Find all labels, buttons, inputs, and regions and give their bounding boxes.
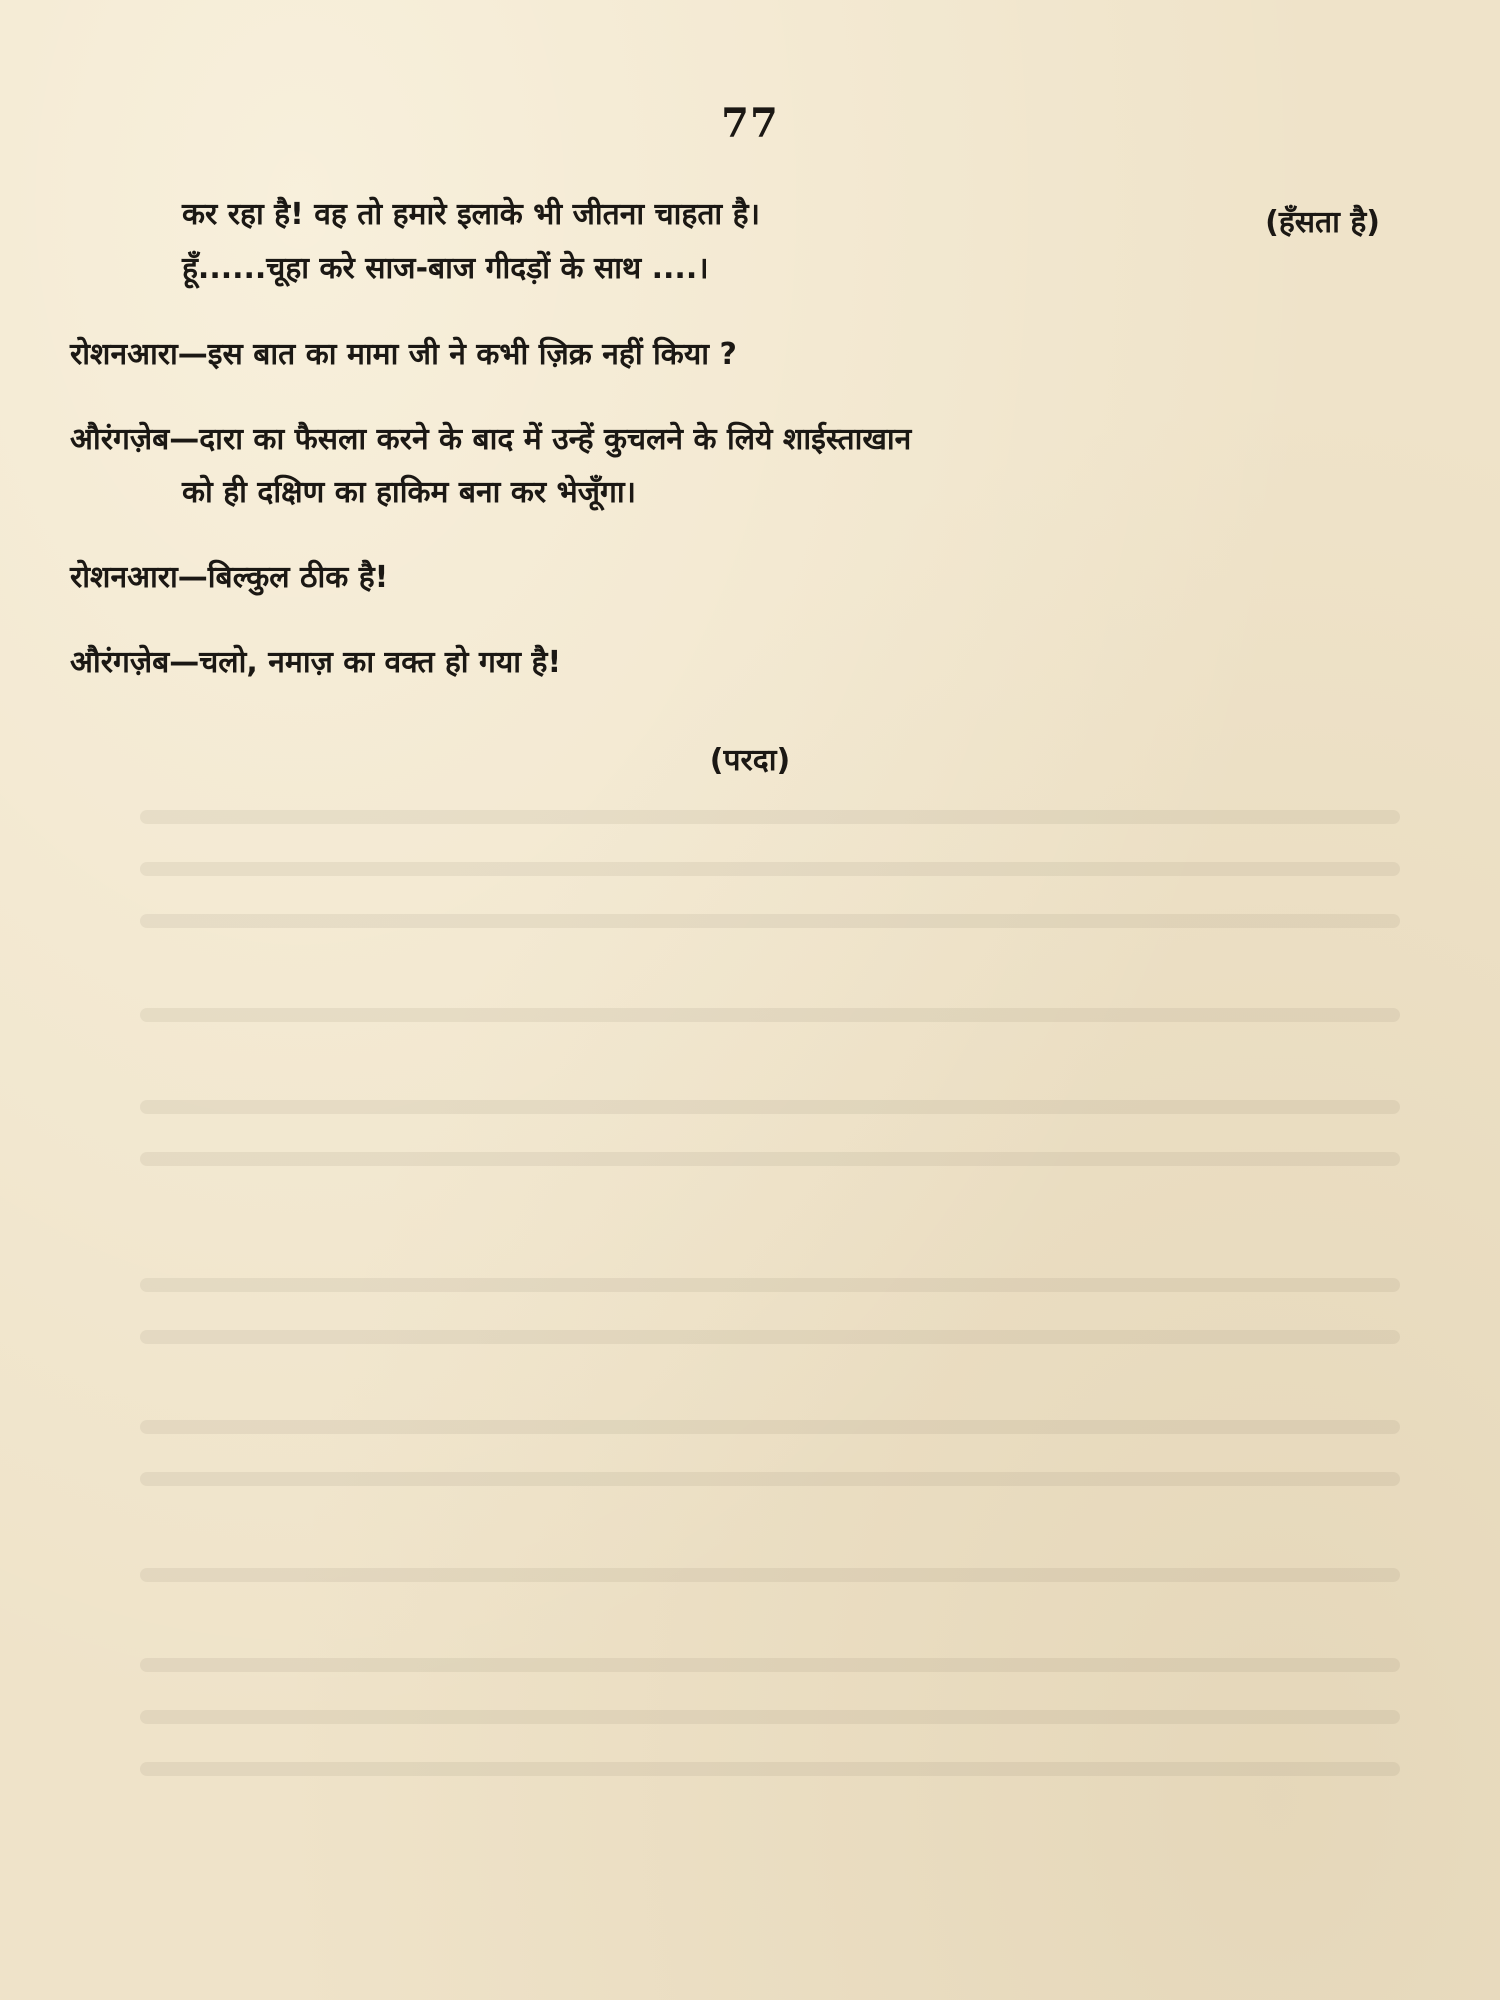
show-through-line <box>140 1420 1400 1434</box>
dialogue-line: को ही दक्षिण का हाकिम बना कर भेजूँगा। <box>182 475 637 510</box>
show-through-line <box>140 1472 1400 1486</box>
dialogue-line: औरंगज़ेब—दारा का फैसला करने के बाद में उन्हें कुचलने के लिये शाईस्ताखान <box>70 422 912 457</box>
dialogue-line: कर रहा है! वह तो हमारे इलाके भी जीतना चाहता है। <box>182 197 760 232</box>
show-through-line <box>140 1658 1400 1672</box>
dialogue-line: हूँ......चूहा करे साज-बाज गीदड़ों के साथ ....। <box>182 251 709 286</box>
show-through-line <box>140 914 1400 928</box>
show-through-line <box>140 1100 1400 1114</box>
show-through-line <box>140 1008 1400 1022</box>
stage-direction: (हँसता है) <box>1265 205 1380 240</box>
dialogue-line: रोशनआरा—इस बात का मामा जी ने कभी ज़िक्र नहीं किया ? <box>70 337 737 372</box>
dialogue-line: औरंगज़ेब—चलो, नमाज़ का वक्त हो गया है! <box>70 645 562 680</box>
show-through-line <box>140 1762 1400 1776</box>
curtain-direction: (परदा) <box>709 743 791 778</box>
page-number: 77 <box>721 100 779 147</box>
show-through-line <box>140 1568 1400 1582</box>
show-through-line <box>140 810 1400 824</box>
show-through-line <box>140 862 1400 876</box>
show-through-line <box>140 1330 1400 1344</box>
show-through-line <box>140 1278 1400 1292</box>
show-through-line <box>140 1710 1400 1724</box>
show-through-line <box>140 1152 1400 1166</box>
dialogue-line: रोशनआरा—बिल्कुल ठीक है! <box>70 560 389 595</box>
